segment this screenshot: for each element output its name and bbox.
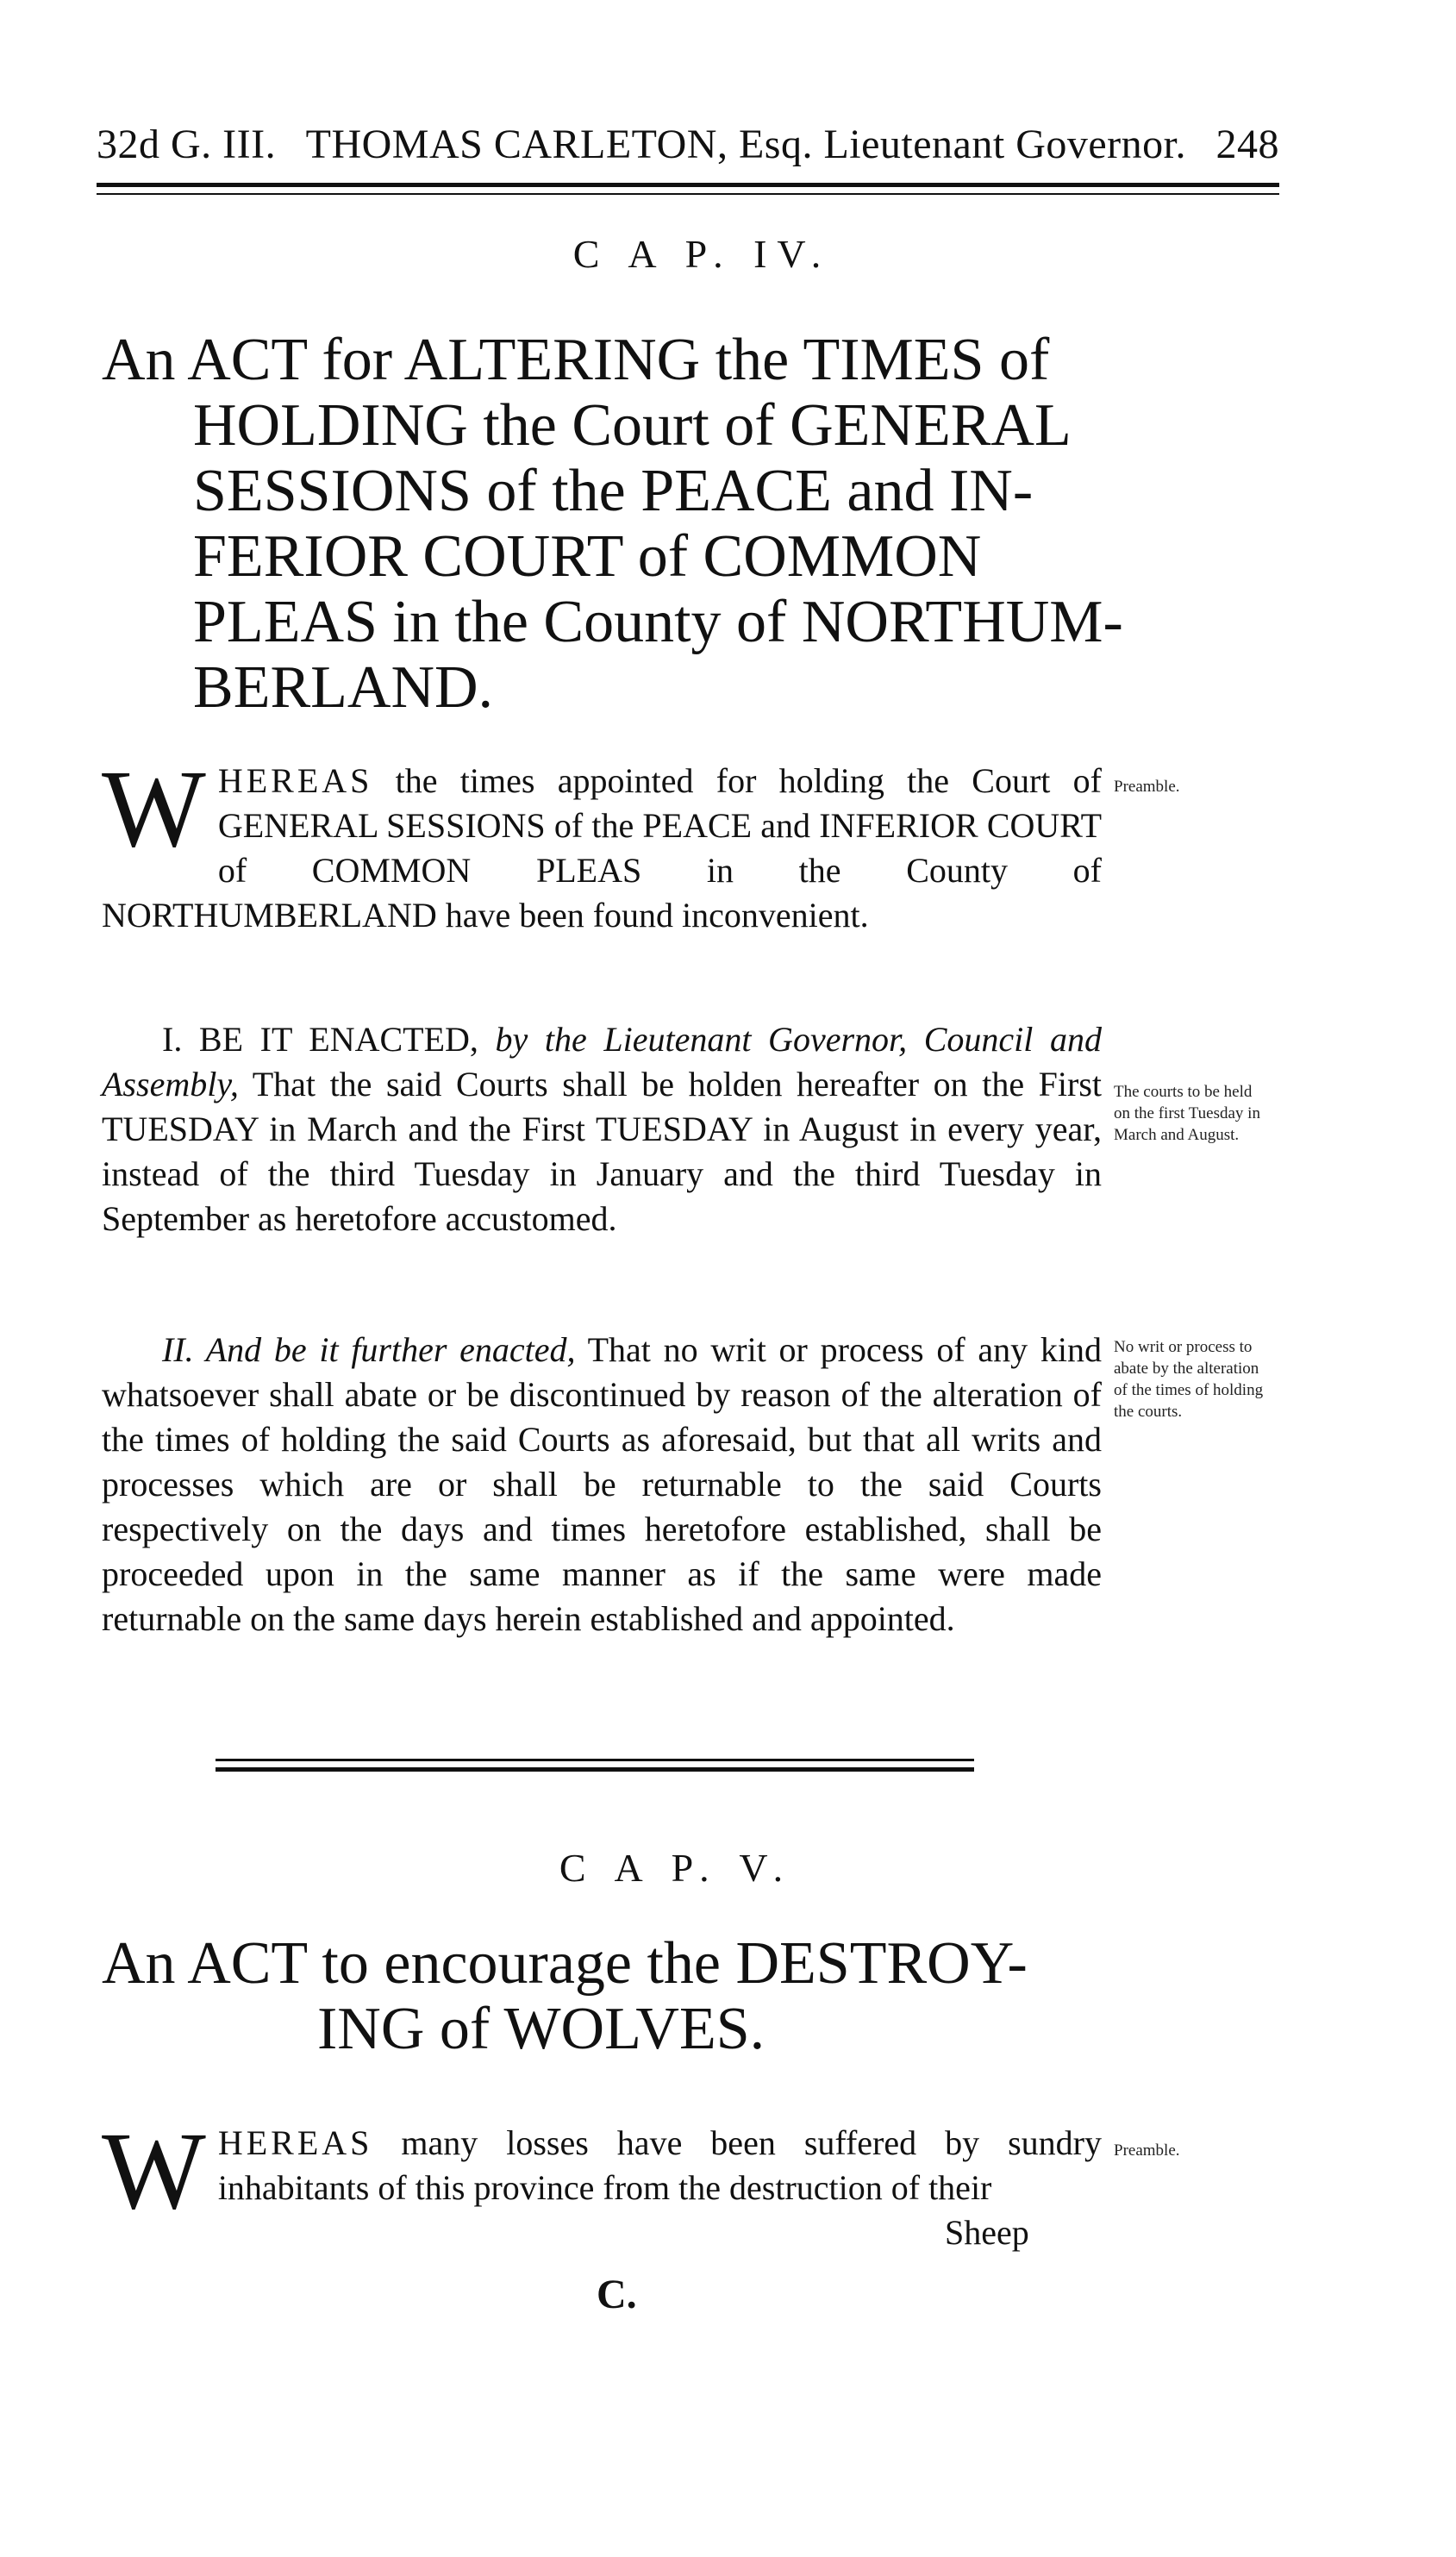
page-number: 248 (1215, 122, 1279, 167)
cap-v-heading: C A P. V. (559, 1846, 794, 1890)
section-i-lead: I. BE IT ENACTED, (162, 1020, 478, 1059)
running-head-regnal: 32d G. III. (97, 122, 277, 167)
act-title-line: HOLDING the Court of GENERAL (193, 392, 1072, 459)
sidenote-cap-v-preamble: Preamble. (1114, 2141, 1180, 2160)
act-title-line: BERLAND. (193, 654, 494, 721)
act-title-line: FERIOR COURT of COMMON (193, 523, 982, 590)
header-rule-thin (97, 193, 1279, 195)
preamble-text: the times appointed for holding the Court of GENERAL SESSIONS of the PEACE and INFERIOR COURT of COMMON PLEAS in the County of NORTHUMBERLAND have been found inconvenient. (102, 761, 1103, 935)
act-title-line: PLEAS in the County of NORTHUM- (193, 589, 1123, 655)
running-head-title: THOMAS CARLETON, Esq. Lieutenant Governor. (305, 122, 1186, 167)
sidenote-section-ii: No writ or process to abate by the alteration of the times of holding the courts. (1114, 1338, 1264, 1421)
cap-v-act-title (102, 1931, 1102, 2062)
separator-rule-thick (216, 1767, 974, 1772)
cap-v-preamble (102, 2110, 1102, 2232)
enacting-clause: by the Lieutenant Governor, Council and Assembly, (102, 1020, 1103, 1103)
preamble-text: many losses have been suffered by sundry inhabitants of this province from the destruction of their (217, 2123, 1102, 2207)
section-ii-lead: II. And be it further enacted, (162, 1330, 576, 1369)
catchword: Sheep (945, 2213, 1029, 2252)
drop-cap: W (102, 2110, 206, 2232)
whereas-word: HEREAS (217, 761, 373, 800)
act-title-line: ING of WOLVES. (317, 1996, 765, 2062)
signature-mark: C. (597, 2272, 637, 2317)
drop-cap: W (102, 747, 206, 870)
whereas-word: HEREAS (217, 2123, 373, 2162)
running-head (97, 121, 1279, 168)
act-title-line: An ACT to encourage the DESTROY- (102, 1930, 1028, 1997)
header-rule-thick (97, 183, 1279, 187)
section-i (102, 1017, 1102, 1241)
section-ii (102, 1328, 1102, 1641)
cap-iv-act-title (102, 327, 1123, 721)
act-title-line: An ACT for ALTERING the TIMES of (102, 327, 1050, 393)
sidenote-section-i: The courts to be held on the first Tuesday in March and August. (1114, 1083, 1260, 1144)
cap-iv-preamble (102, 747, 1103, 938)
section-ii-text: That no writ or process of any kind whatsoever shall abate or be discontinued by reason of the alteration of the times of holding the said Courts as aforesaid, but that all writs and processes which are or shall be returnable to the said Courts respectively on the days and times heretofore established, shall be proceeded upon in the same manner as if the same were made returnable on the same days herein established and appointed. (102, 1330, 1102, 1638)
section-i-text: That the said Courts shall be holden hereafter on the First TUESDAY in March and the First TUESDAY in August in every year, instead of the third Tuesday in January and the third Tuesday in September as heretofore accustomed. (102, 1065, 1103, 1238)
separator-rule-thin (216, 1759, 974, 1761)
cap-iv-heading: C A P. IV. (572, 232, 832, 276)
act-title-line: SESSIONS of the PEACE and IN- (193, 458, 1034, 524)
sidenote-preamble: Preamble. (1114, 778, 1180, 796)
